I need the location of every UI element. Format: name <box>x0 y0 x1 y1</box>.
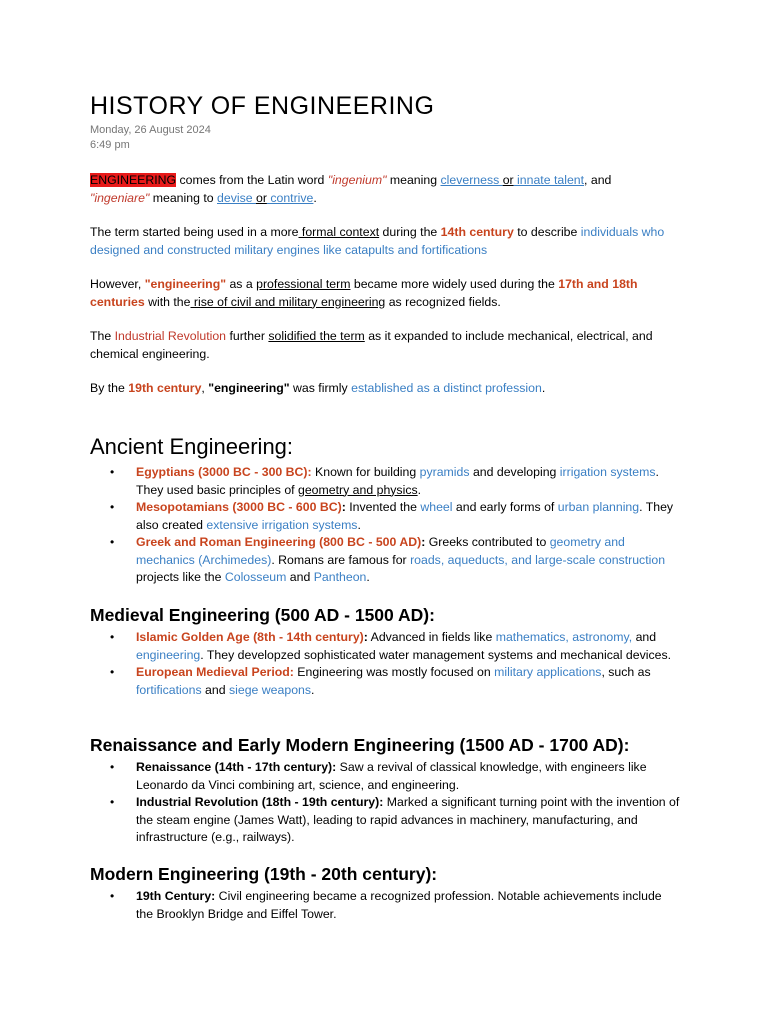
link-devise[interactable]: devise <box>217 190 256 205</box>
intro-paragraph-5: By the 19th century, "engineering" was firmly established as a distinct profession. <box>90 381 546 395</box>
heading-medieval: Medieval Engineering (500 AD - 1500 AD): <box>90 605 435 625</box>
list-item-egyptians: • Egyptians (3000 BC - 300 BC): Known for building pyramids and developing irrigation systems. They used basic principles of geometry and physics. <box>90 464 680 499</box>
list-item-industrial-revolution: • Industrial Revolution (18th - 19th century): Marked a significant turning point with the invention of the steam engine (James Watt), leading to rapid advances in machinery, manufacturing, and infrastructure (e.g., railways). <box>90 794 680 847</box>
list-item-19th-century: • 19th Century: Civil engineering became a recognized profession. Notable achievements include the Brooklyn Bridge and Eiffel Tower. <box>90 888 680 923</box>
list-item-mesopotamians: • Mesopotamians (3000 BC - 600 BC): Invented the wheel and early forms of urban planning. They also created extensive irrigation systems. <box>90 499 680 534</box>
medieval-list <box>90 629 680 699</box>
list-item-greek-roman: • Greek and Roman Engineering (800 BC - 500 AD): Greeks contributed to geometry and mechanics (Archimedes). Romans are famous for roads, aqueducts, and large-scale construction projects like the Colosseum and Pantheon. <box>90 534 680 587</box>
latin-word: "ingenium" <box>327 173 387 187</box>
renaissance-list <box>90 759 680 847</box>
link-cleverness[interactable]: cleverness <box>440 173 503 187</box>
heading-ancient: Ancient Engineering: <box>90 434 294 459</box>
intro-paragraph-4: The Industrial Revolution further solidified the term as it expanded to include mechanical, electrical, and chemical engineering. <box>90 329 653 361</box>
intro-paragraph-1: ENGINEERING comes from the Latin word "ingenium" meaning cleverness or innate talent, and "ingeniare" meaning to devise or contrive. <box>90 173 612 205</box>
heading-renaissance: Renaissance and Early Modern Engineering (1500 AD - 1700 AD): <box>90 735 630 755</box>
page-title: HISTORY OF ENGINEERING <box>90 92 435 120</box>
list-item-islamic: • Islamic Golden Age (8th - 14th century): Advanced in fields like mathematics, astronomy, and engineering. They developzed sophisticated water management systems and mechanical devices. <box>90 629 680 664</box>
note-date: Monday, 26 August 2024 <box>90 124 211 136</box>
modern-list <box>90 888 680 923</box>
note-time: 6:49 pm <box>90 139 130 151</box>
ancient-list <box>90 464 680 587</box>
intro-paragraph-2: The term started being used in a more formal context during the 14th century to describe individuals who designed and constructed military engines like catapults and fortifications <box>90 225 665 257</box>
link-contrive[interactable]: contrive <box>266 190 314 205</box>
list-item-european: • European Medieval Period: Engineering was mostly focused on military applications, such as fortifications and siege weapons. <box>90 664 680 699</box>
list-item-renaissance: • Renaissance (14th - 17th century): Saw a revival of classical knowledge, with engineers like Leonardo da Vinci combining art, science, and engineering. <box>90 759 680 794</box>
link-innate-talent[interactable]: innate talent <box>513 173 585 187</box>
latin-word-2: "ingeniare" <box>90 190 150 205</box>
highlighted-term: ENGINEERING <box>90 173 177 187</box>
heading-modern: Modern Engineering (19th - 20th century): <box>90 864 438 884</box>
intro-paragraph-3: However, "engineering" as a professional term became more widely used during the 17th and 18th centuries with the rise of civil and military engineering as recognized fields. <box>90 277 638 309</box>
